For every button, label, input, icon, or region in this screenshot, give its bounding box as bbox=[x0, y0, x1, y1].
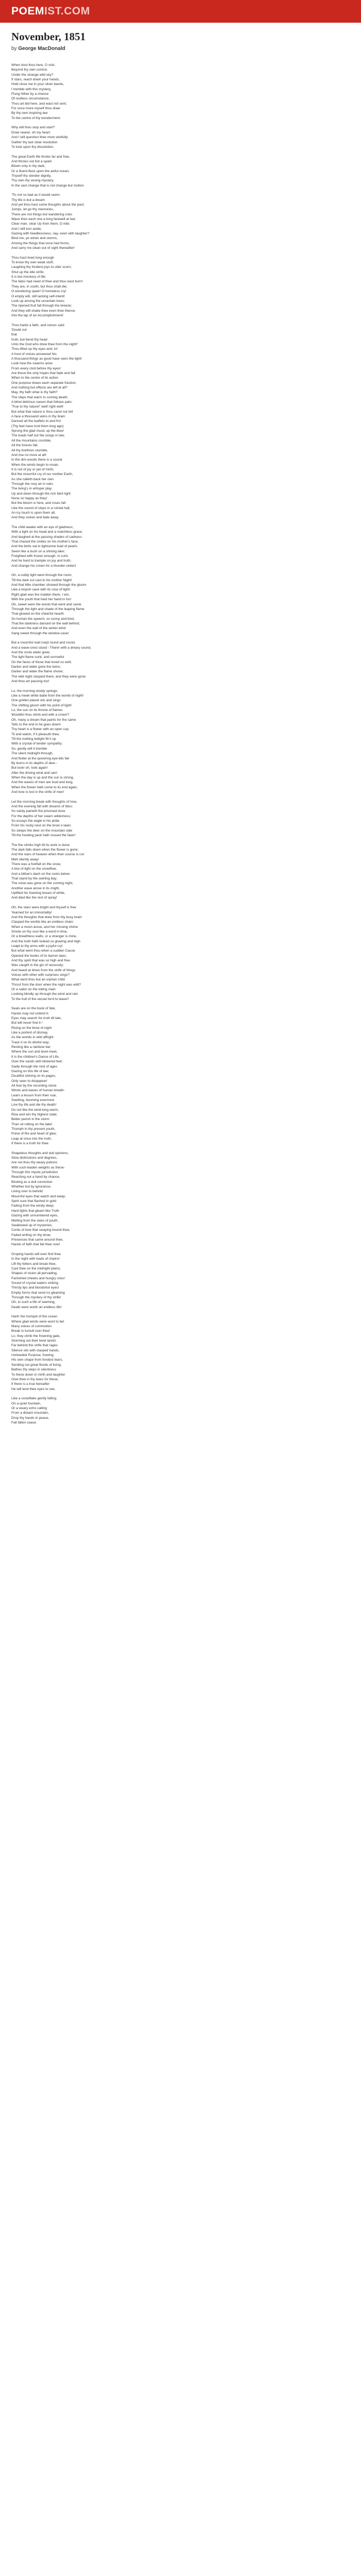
poem-line: For once more myself thou draw bbox=[11, 107, 60, 111]
poem-line: There was a footfall on the snow, bbox=[11, 862, 61, 867]
poem-line: Oh, sweet were the words that went and came bbox=[11, 602, 81, 606]
poem-line: And the evening fall with dreams of bliss: bbox=[11, 804, 73, 808]
poem-line: Danced all the leaflets to and fro! bbox=[11, 419, 61, 423]
poem-stanza bbox=[11, 323, 350, 520]
poem-line: 'True to thy nature!' well! right well! bbox=[11, 405, 63, 409]
poem-stanza bbox=[11, 525, 350, 568]
poem-line: Seem like a bush on a shining lake; bbox=[11, 549, 65, 553]
poem-line: A host of voices answered No; bbox=[11, 352, 57, 356]
poem-line: And the circle wider grew; bbox=[11, 650, 51, 654]
poem-line: They are, in sooth, but thou shalt die; bbox=[11, 284, 68, 289]
poem-line: All the mountains crumble, bbox=[11, 438, 52, 443]
poem-line: And even the wail of the winter wind bbox=[11, 626, 66, 631]
poem-line: Binding as a dull conviction bbox=[11, 1180, 53, 1184]
poem-line: Unto the God who drew thee from the night!' bbox=[11, 342, 78, 346]
poem-line: Bathes thy steps in silentness bbox=[11, 1368, 56, 1372]
poem-stanza bbox=[11, 640, 350, 684]
poem-line: Till the melting twilight fill it up bbox=[11, 737, 56, 741]
poem-line: The ripened fruit fall through the breeze; bbox=[11, 304, 72, 308]
poem-line: Lo, they climb the frowning gate, bbox=[11, 1334, 60, 1338]
poem-line: Oh, a ruddy light went through the room, bbox=[11, 573, 73, 578]
poem-stanza bbox=[11, 155, 350, 188]
poem-line: And the thoughts that drew from thy busy brain bbox=[11, 915, 82, 919]
poem-line: Winds and waves of human breath- bbox=[11, 1089, 65, 1093]
logo-rest: IST.COM bbox=[44, 5, 90, 17]
poem-line: 'Doubt not bbox=[11, 328, 27, 332]
poem-line: Than sit rotting on the lake! bbox=[11, 1122, 53, 1126]
poem-stanza bbox=[11, 1396, 350, 1425]
poem-line: One purpose draws each separate fraction, bbox=[11, 381, 77, 385]
poem-line: Like the sound of steps in a ruined hall, bbox=[11, 506, 71, 510]
poem-line: And throws out but a spark bbox=[11, 159, 52, 163]
poem-line: Thy life is but a dream bbox=[11, 198, 45, 202]
poem-line: Leapt to thy arms with a joyful cry! bbox=[11, 944, 63, 948]
logo-mark: POEM bbox=[11, 5, 44, 17]
poem-line: Til and watch, if it pleasuth thee, bbox=[11, 732, 60, 736]
poem-line: Right glad was the maiden there, I wis, bbox=[11, 592, 70, 597]
poem-line: And a wave-crest stood - There! with a dreary sound, bbox=[11, 646, 91, 650]
poem-line: And they sicken and fade away. bbox=[11, 516, 59, 520]
poem-line: Doubtful shining on its pages, bbox=[11, 1074, 56, 1078]
poem-line: After the driving wind and rain! bbox=[11, 771, 58, 775]
poem-line: Only seen to disappear! bbox=[11, 1079, 47, 1083]
poem-line: With a crystal of tender sympathy; bbox=[11, 742, 63, 746]
poem-line: An icy touch is upon them all, bbox=[11, 511, 56, 515]
poem-line: Was caught in the gin of necessity; bbox=[11, 963, 64, 968]
poem-line: None so happy as they! bbox=[11, 496, 47, 500]
poem-line: Sadly through the mist of ages bbox=[11, 1064, 58, 1069]
poem-line: So vainly paineth the prisoned dove bbox=[11, 809, 65, 814]
poem-line: Up and down through the rich faint light bbox=[11, 492, 71, 496]
poem-line: To the hull of the vessel he'd to leave? bbox=[11, 997, 69, 1001]
poem-line: Or a sailor on the toiling main bbox=[11, 988, 56, 991]
poem-line: A line of light on the snowflow, bbox=[11, 867, 57, 871]
poem-line: And the waves of men are loud and long, bbox=[11, 781, 73, 785]
poem-line: Thou art bid here, and wast not sent; bbox=[11, 101, 67, 106]
poem-line: And I will turn aside, bbox=[11, 227, 42, 231]
poem-line: Melting from the skies of youth, bbox=[11, 1218, 59, 1223]
poem-line: Or a weary echo calling bbox=[11, 1406, 47, 1410]
poem-line: Jumps, let go thy memories, bbox=[11, 208, 54, 212]
poem-line: Through this mystic jurisdiction bbox=[11, 1171, 58, 1175]
poem-line: Look how the swarms arise bbox=[11, 362, 53, 366]
poem-line: Learn a lesson from their roar, bbox=[11, 1093, 57, 1097]
poem-line: Among the things that once had forms, bbox=[11, 241, 70, 245]
poem-line: Hold close me in your silver bands, bbox=[11, 82, 64, 87]
poem-line: Famished cheeks and hungry cries! bbox=[11, 1276, 65, 1280]
poem-line: Leap at once into the truth, bbox=[11, 1137, 52, 1141]
poem-stanza bbox=[11, 573, 350, 635]
poem-line: And yet thou hast some thoughts about the past; bbox=[11, 202, 85, 207]
poem-line: Gazing with heedlessness, nay, even with laughter? bbox=[11, 232, 90, 236]
poem-line: To the centre of thy wonderment. bbox=[11, 116, 61, 120]
poem-line: And the truth hath looked so glowing and high bbox=[11, 939, 80, 943]
poem-line: And laughed at the passing shades of sadness bbox=[11, 535, 82, 539]
poem-line: Death were worth an endless life! bbox=[11, 1305, 62, 1309]
poem-line: To know thy own weak stuff, bbox=[11, 261, 54, 265]
poem-line: Beyond thy own control, bbox=[11, 68, 48, 72]
poem-line: Hands of faith that fail thee now! bbox=[11, 1243, 60, 1247]
poem-line: Where glad winds were wont to be! bbox=[11, 1319, 64, 1324]
poem-line: So, gently will it tremble bbox=[11, 747, 47, 751]
poem-line: That stand by the swirling bay; bbox=[11, 877, 58, 881]
poem-line: Low thy life and die thy death! bbox=[11, 1103, 57, 1107]
poem-line: Tells to the end in he goes down! bbox=[11, 723, 61, 727]
poem-line: Cords of love that swaying bound thee, bbox=[11, 1228, 70, 1232]
site-logo[interactable] bbox=[11, 5, 90, 18]
poem-line: A face a thousand veins in thy brain bbox=[11, 415, 65, 419]
poem-line: Living over to behold bbox=[11, 1190, 43, 1194]
poem-line: Lo, the morning slowly springs: bbox=[11, 689, 58, 693]
poem-line: Darker and wider grew the twins; bbox=[11, 665, 61, 669]
poem-line: Empty forms that send no gleaming bbox=[11, 1291, 65, 1295]
poem-line: Thy own thy vexing mystery, bbox=[11, 179, 54, 183]
poem-line: When the winds begin to moan, bbox=[11, 463, 59, 467]
poem-line: Or a breathless walls, or a stranger is mine, bbox=[11, 935, 77, 939]
poem-line: Rising on the brow of night bbox=[11, 1026, 52, 1030]
poem-line: Many voices of commotion bbox=[11, 1325, 52, 1329]
poem-line: Are not thou thy weary potions bbox=[11, 1161, 58, 1165]
poem-line: Track it on its direful way; bbox=[11, 1040, 50, 1044]
poem-line: Like a meek white babe from the womb of night! bbox=[11, 694, 84, 698]
poem-stanza bbox=[11, 1314, 350, 1392]
poem-line: Shut up the idle strife; bbox=[11, 270, 44, 274]
poem-line: Thyself thy slender dignity, bbox=[11, 174, 52, 178]
poem-line: And change his crown for a thunder-stolen! bbox=[11, 564, 76, 568]
poem-line: O wondering spark! O homeless cry! bbox=[11, 290, 67, 294]
poem-line: And a billow's dash on the rocks below bbox=[11, 872, 70, 876]
poem-line: The child awake with an eye of gladness; bbox=[11, 526, 74, 529]
poem-line: Looking blindly up through the wind and rain bbox=[11, 992, 78, 996]
poem-line: With a light on his head and a matchless grace, bbox=[11, 530, 83, 534]
poem-line: Draw nearer, oh my heart; bbox=[11, 130, 51, 134]
poem-line: In the night with loads of chains! bbox=[11, 1257, 60, 1261]
poem-line: It is not of joy or yet of mirth, bbox=[11, 467, 54, 471]
poem-line: And the birds sat in lightsome load of pearls bbox=[11, 545, 77, 549]
poem-line: And died like the rest of spray! bbox=[11, 896, 57, 900]
poem-line: A thousand things as good have seen the light! bbox=[11, 357, 82, 361]
poem-line: Hands may not unbind it; bbox=[11, 1011, 49, 1015]
poem-line: Gazing on this life of law; bbox=[11, 1069, 50, 1073]
poem-line: Drop thy hands in peace, bbox=[11, 1416, 50, 1420]
poem-line: Hark! the trumpet of the ocean bbox=[11, 1315, 58, 1319]
poem-line: Mournful eyes that watch and weep; bbox=[11, 1194, 66, 1198]
poem-line: On a quiet fountain, bbox=[11, 1401, 41, 1405]
poem-stanza bbox=[11, 843, 350, 901]
poem-stanza bbox=[11, 800, 350, 838]
poem-line: Voices with other with surprises sings? bbox=[11, 973, 70, 977]
poem-line: With such leaden weights as these- bbox=[11, 1165, 65, 1170]
poem-line: That the darkness danced on the wall behind, bbox=[11, 621, 80, 625]
poem-stanza bbox=[11, 1006, 350, 1146]
poem-line: Like a portent of dismay, bbox=[11, 1031, 48, 1035]
poem-line: Fading from the windy deep; bbox=[11, 1204, 55, 1208]
poem-line: But the bloom is here, and roses fall bbox=[11, 501, 66, 505]
poem-line: Hard lights that gleam like Truth bbox=[11, 1209, 59, 1213]
poem-line: The shifting gloom with his point of light! bbox=[11, 703, 72, 707]
poem-line: truth, but bend thy head bbox=[11, 337, 47, 342]
poem-line: Thou lifted up thy eyes and, lo! bbox=[11, 347, 58, 351]
poem-author[interactable]: George MacDonald bbox=[18, 46, 65, 52]
poem-line: Silence sits with clasped hands, bbox=[11, 1348, 60, 1352]
poem-line: But look! oh, look again! bbox=[11, 766, 48, 770]
poem-line: And rise no more at all! bbox=[11, 453, 46, 457]
poem-line: When the day is up and the sun is strong, bbox=[11, 775, 74, 779]
poem-line: Opened the books of its barren laws; bbox=[11, 954, 67, 958]
poem-line: So essays the eagle in his pride bbox=[11, 819, 60, 823]
poem-line: Far behind the strife that rages bbox=[11, 1344, 58, 1348]
poem-line: It is but mockery of life; bbox=[11, 275, 46, 279]
poem-line: What went thou but an orphan child bbox=[11, 978, 65, 982]
poem-line: One golden planet sits and sings bbox=[11, 699, 61, 703]
poem-line: Sang sweet through the window-case! bbox=[11, 631, 69, 635]
poem-line: Spirit sure that flashed in gold bbox=[11, 1199, 56, 1204]
poem-stanza bbox=[11, 256, 350, 318]
poem-line: 'Tis not so bad as it would seem; bbox=[11, 193, 61, 197]
poem-line: Under the strange wild sky? bbox=[11, 73, 54, 77]
poem-line: Thirsty lips and bloodshot eyes! bbox=[11, 1286, 59, 1290]
poem-line: Lift thy fetters and break thee, bbox=[11, 1262, 57, 1266]
poem-line: Gather thy last clear resolution bbox=[11, 140, 58, 144]
byline-label: by bbox=[11, 46, 19, 52]
poem-line: Gazing with unnumbered eyes, bbox=[11, 1214, 58, 1218]
poem-line: All thy brethren stumble, bbox=[11, 448, 48, 452]
poem-line: Storming out their level lands! bbox=[11, 1339, 56, 1343]
poem-line: If there is a truth for thee. bbox=[11, 1142, 50, 1145]
poem-line: And the stars of heaven when their course is run bbox=[11, 853, 85, 857]
poem-line: Yearned for an immortality! bbox=[11, 910, 52, 914]
poem-line: Till the dark cut cast to his mother Night! bbox=[11, 578, 72, 582]
poem-line: But a mournful wail crept round and round, bbox=[11, 641, 76, 645]
poem-line: It is the children's Dance of Life, bbox=[11, 1055, 60, 1059]
poem-line: Or a fluent-fleck upon the awful ocean, bbox=[11, 169, 70, 173]
poem-line: Slow distinctions and degrees, bbox=[11, 1156, 58, 1160]
poem-line: And love is lost in the strife of men! bbox=[11, 790, 64, 794]
poem-line: And heard at times from the strife of things bbox=[11, 968, 76, 972]
poem-line: And thy spirit that was so high and free bbox=[11, 958, 70, 962]
poem-line: The wild night clasped there, and they were gone: bbox=[11, 674, 87, 679]
poem-line: Cast thee on the midnight plains; bbox=[11, 1266, 61, 1270]
poem-line: Seals are on the book of fate, bbox=[11, 1007, 56, 1011]
poem-line: A blind delirious swoon that follows pain; bbox=[11, 400, 73, 404]
poem-line: From his rocky nest on the brow o lawn; bbox=[11, 824, 72, 828]
poem-line: And carry me clean out of sight thereafter! bbox=[11, 246, 75, 250]
poem-line: On the faces of those that loved so well; bbox=[11, 660, 72, 664]
poem-line: When the flower hath come to its end again, bbox=[11, 785, 78, 789]
poem-line: Rise and win thy highest state; bbox=[11, 1112, 58, 1116]
poem-line: If there is a true hereafter bbox=[11, 1382, 50, 1386]
poem-line: And nothing but effects are left at all? bbox=[11, 386, 68, 390]
poem-line: Of restless circumstance, bbox=[11, 97, 50, 101]
poem-line: Why will thou stop and start? bbox=[11, 126, 55, 130]
poem-line: To these down in mirth and laughter bbox=[11, 1372, 65, 1377]
poem-stanza bbox=[11, 1252, 350, 1310]
poem-line: (Thy feet have trod them long ago) bbox=[11, 424, 64, 428]
poem-line: With the youth that held her hand in his! bbox=[11, 598, 72, 602]
poem-line: Where the sun and level meet, bbox=[11, 1050, 58, 1054]
poem-stanza bbox=[11, 125, 350, 149]
poem-line: Swelling, booming evermore bbox=[11, 1098, 55, 1102]
poem-line: Do not like the wind-long warm, bbox=[11, 1108, 59, 1112]
poem-title: November, 1851 bbox=[11, 30, 86, 43]
poem-line: When dost thou here, O visit, bbox=[11, 63, 56, 67]
poem-line: That chased the smiles on his mother's face; bbox=[11, 540, 79, 544]
poem-line: I tremble with this mystery, bbox=[11, 87, 52, 91]
poem-line: When to the centre of its action bbox=[11, 376, 58, 380]
poem-line: Uplifted his foaming breast of white, bbox=[11, 891, 65, 895]
poem-line: From a distant mountain, bbox=[11, 1411, 49, 1415]
poem-line: Clasped the worlds like an endless chain: bbox=[11, 920, 74, 924]
poem-line: Clear man, clear Up from them, O ride; bbox=[11, 222, 70, 226]
poem-stanza bbox=[11, 905, 350, 1002]
poem-body bbox=[11, 63, 350, 1430]
poem-stanza bbox=[11, 63, 350, 121]
poem-line: Darker and wider the flame shone; bbox=[11, 670, 63, 674]
poem-line: Through the rosy air in vain; bbox=[11, 482, 54, 486]
poem-line: His own shape from fondest tears, bbox=[11, 1358, 63, 1362]
poem-line: As the worlds in wild affright bbox=[11, 1036, 54, 1040]
poem-line: So sleeps the deer on the mountain side bbox=[11, 828, 73, 833]
poem-line: Oh, to such a life of seeming, bbox=[11, 1300, 56, 1304]
poem-line: In the vast change that is not change but motion. bbox=[11, 183, 85, 188]
poem-line: He will lend thee eyes to see. bbox=[11, 1387, 56, 1391]
poem-line: Give thee in thy tears for these; bbox=[11, 1377, 59, 1381]
poem-stanza bbox=[11, 1151, 350, 1247]
poem-line: But will never find it ! bbox=[11, 1021, 43, 1025]
poem-line: Break in tumult over thee! bbox=[11, 1329, 51, 1333]
poem-line: The silent midnight through, bbox=[11, 752, 54, 756]
poem-line: Through the light and shade of the leaping flame bbox=[11, 607, 85, 611]
poem-line: The fates had need of thee and thou wast born! bbox=[11, 280, 83, 284]
poem-line: Thy heart is a flower with an open cup bbox=[11, 727, 69, 732]
poem-line: Unheeded Purpose, frowing bbox=[11, 1353, 54, 1358]
poem-line: Triumph in thy present youth, bbox=[11, 1127, 56, 1131]
site-header bbox=[0, 0, 361, 23]
poem-line: To look upon thy dissolution. bbox=[11, 145, 54, 149]
poem-line: Whether but by ignorance, bbox=[11, 1185, 52, 1189]
poem-line: For the depths of her swarn wilderness; bbox=[11, 814, 71, 818]
poem-line: Freighted with frozen enough, in curls bbox=[11, 554, 68, 558]
poem-line: that bbox=[11, 333, 17, 337]
poem-line: Eyes may search for truth till late, bbox=[11, 1016, 62, 1021]
poem-line: That glowed on the cheerful hearth bbox=[11, 612, 64, 616]
poem-line: Shapes of vision all pervading, bbox=[11, 1272, 58, 1276]
poem-line: When a moon arose, and her missing chime bbox=[11, 925, 78, 929]
poem-line: Bind me, ye winds and storms, bbox=[11, 236, 58, 241]
poem-line: Sending out great floods of living, bbox=[11, 1363, 62, 1367]
poem-line: And thou art passing too! bbox=[11, 680, 50, 683]
poem-line: Wave then each one a long farewell at last bbox=[11, 217, 76, 221]
poem-line: So human the speech, so sunny and kind, bbox=[11, 617, 75, 621]
poem-line: In the dim woods there is a sound bbox=[11, 458, 62, 462]
poem-line: Oh, the stars were bright and thyself is free bbox=[11, 906, 76, 910]
poem-line: Resting like a rainbow bar bbox=[11, 1045, 51, 1049]
poem-line: Wooldlst thou climb and with a crown? bbox=[11, 713, 70, 717]
poem-line: Like a boyish cave with its rose of light! bbox=[11, 588, 70, 592]
poem-line: The dark falls down when the flower is gone; bbox=[11, 848, 79, 852]
poem-line: Like a snowflake gently falling bbox=[11, 1397, 57, 1401]
poem-line: But what that nature is thou canst not tell bbox=[11, 410, 73, 414]
poem-line: Another wave arose in its might, bbox=[11, 886, 60, 890]
poem-line: The steps that warm in coming death; bbox=[11, 395, 68, 399]
poem-line: Thrust from the door when the night was wild? bbox=[11, 982, 81, 987]
poem-line: Laughing thy fondest joys to utter scorn; bbox=[11, 265, 72, 269]
poem-line: Swallowed up of mysteries; bbox=[11, 1223, 53, 1227]
poem-line: Flung hither by a chance bbox=[11, 92, 49, 96]
poem-line: Till the howling pack hath roused the fawn! bbox=[11, 834, 76, 837]
poem-line: But the mournful cry of our mother Earth, bbox=[11, 472, 73, 477]
poem-line: Sprung the glad music up the blue! bbox=[11, 429, 64, 433]
poem-line: But what went thou when a sudden Cause bbox=[11, 949, 75, 953]
poem-line: Through the mystery of thy strife! bbox=[11, 1296, 61, 1299]
poem-line: Melt silently away! bbox=[11, 857, 39, 861]
poem-line: Thou hast lived long enough bbox=[11, 256, 54, 260]
poem-line: Look up among the uncertain trees; bbox=[11, 299, 65, 303]
poem-line: The toads half out the songs in law; bbox=[11, 434, 65, 438]
poem-line: And that little chamber showed through the gloom bbox=[11, 583, 87, 587]
poem-line: Reaching out a hand by chance, bbox=[11, 1175, 60, 1179]
poem-line: The living's in whisper play bbox=[11, 487, 52, 491]
poem-line: Sound of crystal waters sinking bbox=[11, 1281, 58, 1285]
poem-line: Shapeless thoughts and dull opinions, bbox=[11, 1151, 69, 1155]
poem-line: By burns in its depths of dew-- bbox=[11, 761, 57, 765]
poem-line: As she calleth back her own bbox=[11, 477, 54, 481]
poem-line: Let the morning break with thoughts of love, bbox=[11, 800, 77, 804]
poem-line: Are these the only hopes that fade and fall bbox=[11, 371, 75, 375]
poem-line: Over the sands with blistered feet; bbox=[11, 1060, 63, 1064]
poem-line: Into the lap of an Accomplishment! bbox=[11, 313, 63, 317]
poem-line: Thou hadst a faith, and voices said: bbox=[11, 323, 65, 327]
poem-line: O empty will, still lacking self-intent! bbox=[11, 294, 65, 298]
poem-line: All fear by the recording stone bbox=[11, 1083, 57, 1088]
poem-line: Faded writing on thy brow, bbox=[11, 1233, 51, 1237]
poem-stanza bbox=[11, 193, 350, 250]
poem-line: Pulse of fire and heart of glee; bbox=[11, 1132, 57, 1136]
poem-line: By thy own inspiring law bbox=[11, 111, 48, 115]
poem-line: The fire climbs high till its work is done; bbox=[11, 843, 71, 847]
poem-stanza bbox=[11, 689, 350, 795]
poem-byline bbox=[11, 45, 350, 53]
poem-line: Better perish in the storm bbox=[11, 1117, 50, 1122]
poem-line: And flutter at the quivering eye-lids fair bbox=[11, 756, 70, 760]
poem-line: And they will shake thee even thee thence bbox=[11, 309, 75, 313]
poem-line: Lo, the sun on its throne of flames bbox=[11, 708, 63, 713]
poem-line: From every clod before thy eyes! bbox=[11, 366, 61, 370]
poem-line: If stars, reach down your hands, bbox=[11, 78, 60, 82]
poem-line: Oh, many a dream that paints for the same bbox=[11, 718, 76, 722]
poem-line: And I will question thee more wistfully bbox=[11, 135, 68, 140]
poem-line: The snow was gone on the coming night, bbox=[11, 882, 73, 886]
poem-line: All the forests fall, bbox=[11, 444, 39, 448]
poem-line: And he hard to trample on joy and truth, bbox=[11, 559, 72, 563]
poem-line: Fall fallen cease. bbox=[11, 1420, 37, 1425]
poem-line: May, thy faith what is thy faith? bbox=[11, 391, 58, 395]
poem-line: The great Earth life throbs far and free, bbox=[11, 155, 70, 159]
poem-line: The light flame sunk, and sorrowful bbox=[11, 655, 64, 659]
poem-line: Blown only in thy dark, bbox=[11, 164, 45, 168]
poem-line: Smote on thy soul like a word in time, bbox=[11, 929, 68, 934]
poem-line: Groping hands will ever find thee bbox=[11, 1252, 61, 1256]
poem-line: There are not things but wandering cries bbox=[11, 212, 73, 216]
poem-line: Presences that came around thee, bbox=[11, 1238, 63, 1242]
poem-header bbox=[11, 30, 350, 53]
